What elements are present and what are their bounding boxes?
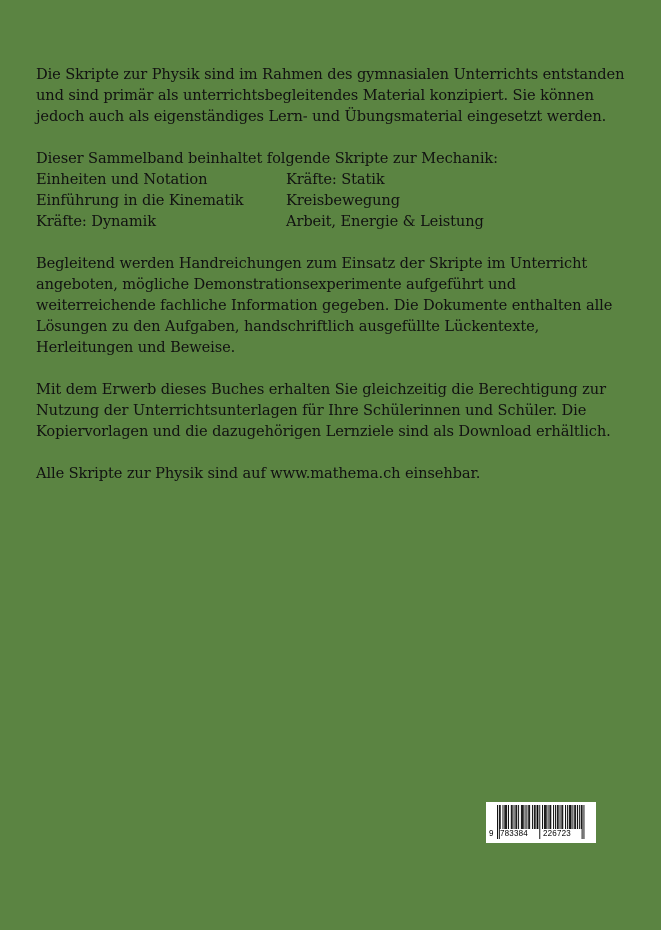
barcode-bar [553, 805, 554, 829]
barcode-bar [525, 805, 526, 829]
barcode-bar [511, 805, 512, 829]
barcode-bar [571, 805, 572, 829]
barcode-bar [542, 805, 543, 829]
barcode-bar [549, 805, 550, 829]
barcode-right-digits: 226723 [543, 829, 571, 838]
website-paragraph: Alle Skripte zur Physik sind auf www.mathema.ch einsehbar. [36, 465, 481, 482]
barcode-bar [497, 805, 498, 839]
barcode-bar [550, 805, 551, 829]
barcode-bar [577, 805, 578, 829]
barcode-bar [537, 805, 538, 829]
barcode-bar [561, 805, 562, 829]
barcode-bar [558, 805, 559, 829]
barcode-bar [562, 805, 563, 829]
barcode-bar [548, 805, 549, 829]
barcode-bar [515, 805, 516, 829]
barcode-bar [544, 805, 545, 829]
barcode-bar [518, 805, 519, 829]
script-item: Einführung in die Kinematik [36, 192, 244, 209]
barcode-left-digits: 783384 [500, 829, 528, 838]
barcode-bar [532, 805, 533, 829]
barcode-bar [508, 805, 509, 829]
barcode-bar [503, 805, 504, 829]
script-item: Einheiten und Notation [36, 171, 208, 188]
barcode-bar [574, 805, 575, 829]
barcode-bar [500, 805, 501, 829]
barcode-bar [534, 805, 535, 829]
barcode-bar [567, 805, 568, 829]
barcode-bar [575, 805, 576, 829]
materials-paragraph: Begleitend werden Handreichungen zum Einsatz der Skripte im Unterricht angeboten, mögliche Demonstrationsexperimente aufgeführt und weiterreichende fachliche Information gegeben. Die Dokumente enthalten alle Lösungen zu den Aufgaben, handschriftlich ausgefüllte Lückentexte, Herleitungen und Beweise. [36, 255, 613, 356]
isbn-barcode [486, 802, 596, 843]
barcode-bar [569, 805, 570, 829]
barcode-bar [560, 805, 561, 829]
barcode-bar [512, 805, 513, 829]
barcode-bar [529, 805, 530, 829]
barcode-bar [565, 805, 566, 829]
back-cover-text [36, 64, 626, 505]
barcode-bar [555, 805, 556, 829]
script-item: Arbeit, Energie & Leistung [286, 213, 484, 230]
barcode-bar [522, 805, 523, 829]
collection-intro: Dieser Sammelband beinhaltet folgende Skripte zur Mechanik: [36, 150, 498, 167]
intro-paragraph: Die Skripte zur Physik sind im Rahmen des gymnasialen Unterrichts entstanden und sind primär als unterrichtsbegleitendes Material konzipiert. Sie können jedoch auch als eigenständiges Lern- und Übungsmaterial eingesetzt werden. [36, 66, 625, 125]
barcode-bar [583, 805, 584, 839]
license-paragraph: Mit dem Erwerb dieses Buches erhalten Sie gleichzeitig die Berechtigung zur Nutzung der Unterrichtsunterlagen für Ihre Schülerinnen und Schüler. Die Kopiervorlagen und die dazugehörigen Lernziele sind als Download erhältlich. [36, 381, 611, 440]
barcode-bar [581, 805, 582, 829]
barcode-bar [570, 805, 571, 829]
script-item: Kreisbewegung [286, 192, 400, 209]
barcode-bar [579, 805, 580, 829]
barcode-bar [572, 805, 573, 829]
barcode-bar [516, 805, 517, 829]
script-list [36, 169, 626, 232]
barcode-bar [506, 805, 507, 829]
barcode-bar [546, 805, 547, 829]
barcode-bar [526, 805, 527, 829]
barcode-bar [505, 805, 506, 829]
script-item: Kräfte: Statik [286, 171, 385, 188]
barcode-bar [523, 805, 524, 829]
barcode-bar [528, 805, 529, 829]
barcode-bar [537, 805, 538, 829]
barcode-bar [582, 805, 583, 839]
barcode-bar [539, 805, 540, 839]
barcode-bar [504, 805, 505, 829]
barcode-bar [514, 805, 515, 829]
barcode-first-digit: 9 [489, 829, 494, 838]
barcode-bar [545, 805, 546, 829]
barcode-bar [521, 805, 522, 829]
barcode-bar [535, 805, 536, 829]
script-item: Kräfte: Dynamik [36, 213, 156, 230]
barcode-bar [557, 805, 558, 829]
